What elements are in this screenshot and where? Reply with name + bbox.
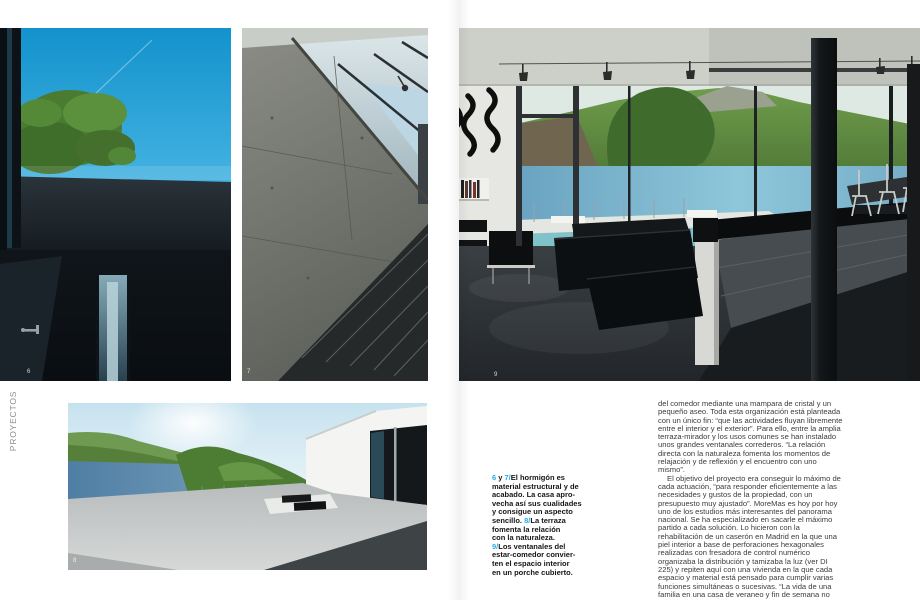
caption-line: y consigue un aspecto bbox=[492, 507, 573, 517]
caption-line: vecha así sus cualidades bbox=[492, 498, 582, 508]
article-column bbox=[658, 400, 844, 599]
caption-line: 9/Los ventanales del bbox=[492, 541, 566, 551]
photo-8-number: 8 bbox=[73, 558, 77, 564]
caption-block bbox=[492, 474, 612, 577]
caption-line: estar-comedor convier- bbox=[492, 550, 576, 560]
lit-corridor bbox=[96, 275, 130, 381]
caption-line: 6 y 7/El hormigón es bbox=[492, 473, 565, 482]
photo-8-terrace bbox=[68, 403, 427, 570]
caption-line: acabado. La casa apro- bbox=[492, 490, 575, 500]
photo-9-image bbox=[459, 28, 920, 381]
caption-line: en un porche cubierto. bbox=[492, 567, 573, 577]
photo-6-window-interior bbox=[0, 28, 231, 381]
bookshelf bbox=[459, 178, 489, 200]
article-paragraph-2: El objetivo del proyecto era conseguir lo máximo de cada actuación, “para responder eficientemente a las necesidades y gustos de la propiedad, con un presupuesto muy ajustado”. MoreMas es hoy por hoy uno de los estudios más interesantes del panorama nacional. Se ha especializado en sacarle el máximo partido a cada solución. Lo hicieron con la rehabilitación de un caserón en Madrid en la que una piel interior a base de perforaciones hexagonales realizadas con fresadora de control numérico organizaba la distribución y tamizaba la luz (ver DI 225) y repiten aquí con una vivienda en la que cada espacio y material está pensado para cumplir varias funciones simultáneas o sucesivas. “La vida de una familia en una casa de veraneo y fin de semana no bbox=[658, 473, 841, 599]
pine-tree bbox=[10, 90, 136, 174]
caption-line: fomenta la relación bbox=[492, 524, 561, 534]
photo-8-image bbox=[68, 403, 427, 570]
photo-7-image bbox=[242, 28, 428, 381]
photo-9-living-room bbox=[459, 28, 920, 381]
photo-7-number: 7 bbox=[247, 369, 251, 375]
section-label: PROYECTOS bbox=[8, 390, 18, 452]
photo-9-number: 9 bbox=[494, 372, 498, 378]
caption-line: con la naturaleza. bbox=[492, 533, 555, 543]
caption-line: material estructural y de bbox=[492, 481, 579, 491]
photo-6-number: 6 bbox=[27, 369, 31, 375]
article-paragraph-1: del comedor mediante una mampara de cristal y un pequeño aseo. Toda esta organización está planteada con un único fin: “que las actividades fluyan libremente entre el interior y el exterior”. Para ello, entre la amplia terraza-mirador y los usos comunes se han instalado unos grandes ventanales correderos. “La relación directa con la naturaleza fomenta los momentos de relajación y de reflexión y el encuentro con uno mismo”. bbox=[658, 399, 843, 475]
photo-7-concrete-stairs bbox=[242, 28, 428, 381]
caption-line: sencillo. 8/La terraza bbox=[492, 515, 566, 525]
caption-line: ten el espacio interior bbox=[492, 558, 570, 568]
photo-6-image bbox=[0, 28, 231, 381]
